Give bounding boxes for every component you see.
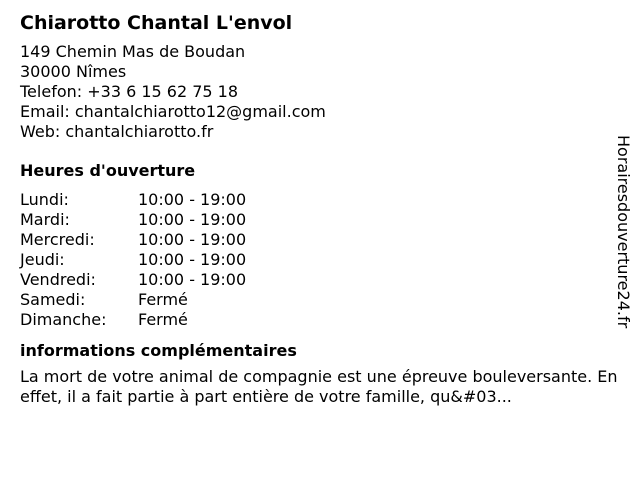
- info-description: La mort de votre animal de compagnie est une épreuve bouleversante. En effet, il a fait partie à part entière de votre famille, qu&#03...: [20, 367, 618, 406]
- hours-value: Fermé: [138, 290, 188, 309]
- day-label: Samedi:: [20, 290, 86, 309]
- hours-value: 10:00 - 19:00: [138, 270, 247, 289]
- business-name: Chiarotto Chantal L'envol: [20, 12, 293, 34]
- hours-value: 10:00 - 19:00: [138, 210, 247, 229]
- web-line: Web: chantalchiarotto.fr: [20, 122, 214, 141]
- email-line: Email: chantalchiarotto12@gmail.com: [20, 102, 326, 121]
- hours-value: 10:00 - 19:00: [138, 230, 247, 249]
- hours-table: [20, 190, 600, 330]
- business-card: [20, 10, 618, 407]
- city-address: 30000 Nîmes: [20, 62, 127, 81]
- hours-row-sunday: [20, 310, 600, 330]
- hours-row-thursday: [20, 250, 600, 270]
- day-label: Jeudi:: [20, 250, 65, 269]
- info-heading: informations complémentaires: [20, 341, 297, 360]
- hours-row-saturday: [20, 290, 600, 310]
- hours-value: 10:00 - 19:00: [138, 190, 247, 209]
- phone-line: Telefon: +33 6 15 62 75 18: [20, 82, 239, 101]
- hours-row-friday: [20, 270, 600, 290]
- day-label: Mardi:: [20, 210, 70, 229]
- day-label: Vendredi:: [20, 270, 96, 289]
- day-label: Dimanche:: [20, 310, 107, 329]
- day-label: Lundi:: [20, 190, 69, 209]
- hours-row-wednesday: [20, 230, 600, 250]
- hours-value: 10:00 - 19:00: [138, 250, 247, 269]
- hours-value: Fermé: [138, 310, 188, 329]
- site-watermark: Horairesdouverture24.fr: [614, 135, 633, 329]
- day-label: Mercredi:: [20, 230, 95, 249]
- hours-row-monday: [20, 190, 600, 210]
- hours-heading: Heures d'ouverture: [20, 161, 196, 180]
- hours-row-tuesday: [20, 210, 600, 230]
- street-address: 149 Chemin Mas de Boudan: [20, 42, 246, 61]
